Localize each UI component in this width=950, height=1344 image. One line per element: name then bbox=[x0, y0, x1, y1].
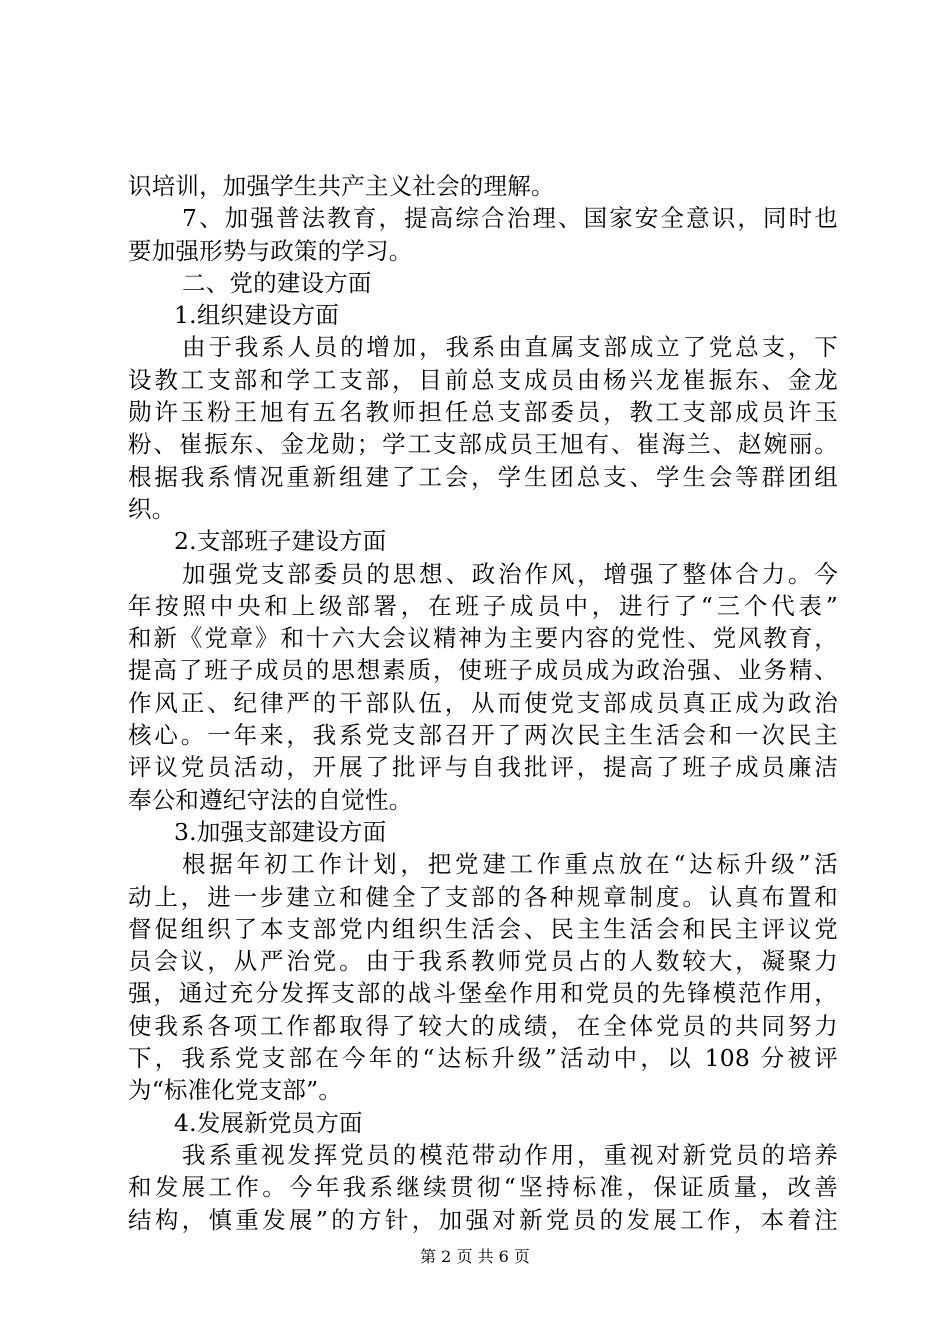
text-line: 下，我系党支部在今年的“达标升级”活动中，以 108 分被评 bbox=[128, 1044, 838, 1073]
text-line: 评议党员活动，开展了批评与自我批评，提高了班子成员廉洁 bbox=[128, 753, 838, 782]
text-line: 核心。一年来，我系党支部召开了两次民主生活会和一次民主 bbox=[128, 721, 838, 750]
text-line: 和发展工作。今年我系继续贯彻“坚持标准，保证质量，改善 bbox=[128, 1173, 838, 1202]
subsection-heading: 1.组织建设方面 bbox=[174, 301, 340, 330]
text-line: 年按照中央和上级部署，在班子成员中，进行了“三个代表” bbox=[128, 591, 838, 620]
text-line: 根据我系情况重新组建了工会，学生团总支、学生会等群团组 bbox=[128, 462, 838, 491]
page-number-footer: 第 2 页 共 6 页 bbox=[420, 1247, 530, 1266]
text-line: 督促组织了本支部党内组织生活会、民主生活会和民主评议党 bbox=[128, 914, 838, 943]
text-line: 提高了班子成员的思想素质，使班子成员成为政治强、业务精、 bbox=[128, 656, 838, 685]
text-line: 识培训，加强学生共产主义社会的理解。 bbox=[128, 172, 555, 200]
text-line: 加强党支部委员的思想、政治作风，增强了整体合力。今 bbox=[182, 559, 838, 588]
subsection-heading: 3.加强支部建设方面 bbox=[174, 817, 387, 846]
text-line: 我系重视发挥党员的模范带动作用，重视对新党员的培养 bbox=[182, 1140, 838, 1169]
subsection-heading: 4.发展新党员方面 bbox=[174, 1108, 363, 1137]
text-line: 为“标准化党支部”。 bbox=[128, 1076, 343, 1105]
text-line: 7、加强普法教育，提高综合治理、国家安全意识，同时也 bbox=[182, 204, 838, 233]
text-line: 设教工支部和学工支部，目前总支成员由杨兴龙崔振东、金龙 bbox=[128, 365, 838, 394]
text-line: 由于我系人员的增加，我系由直属支部成立了党总支，下 bbox=[182, 333, 838, 362]
text-line: 动上，进一步建立和健全了支部的各种规章制度。认真布置和 bbox=[128, 882, 838, 911]
section-heading: 二、党的建设方面 bbox=[182, 268, 372, 297]
text-line: 根据年初工作计划，把党建工作重点放在“达标升级”活 bbox=[182, 850, 838, 879]
text-line: 员会议，从严治党。由于我系教师党员占的人数较大，凝聚力 bbox=[128, 947, 838, 976]
text-line: 勋许玉粉王旭有五名教师担任总支部委员，教工支部成员许玉 bbox=[128, 398, 838, 427]
text-line: 和新《党章》和十六大会议精神为主要内容的党性、党风教育， bbox=[128, 624, 838, 653]
text-line: 要加强形势与政策的学习。 bbox=[128, 236, 413, 265]
body-text bbox=[128, 170, 838, 1236]
text-line: 使我系各项工作都取得了较大的成绩，在全体党员的共同努力 bbox=[128, 1011, 838, 1040]
text-line: 粉、崔振东、金龙勋；学工支部成员王旭有、崔海兰、赵婉丽。 bbox=[128, 430, 838, 459]
subsection-heading: 2.支部班子建设方面 bbox=[174, 527, 387, 556]
text-line: 作风正、纪律严的干部队伍，从而使党支部成员真正成为政治 bbox=[128, 688, 838, 717]
text-line: 奉公和遵纪守法的自觉性。 bbox=[128, 785, 413, 814]
text-line: 强，通过充分发挥支部的战斗堡垒作用和党员的先锋模范作用， bbox=[128, 979, 838, 1008]
text-line: 结构，慎重发展”的方针，加强对新党员的发展工作，本着注 bbox=[128, 1205, 838, 1234]
text-line: 织。 bbox=[128, 494, 176, 523]
